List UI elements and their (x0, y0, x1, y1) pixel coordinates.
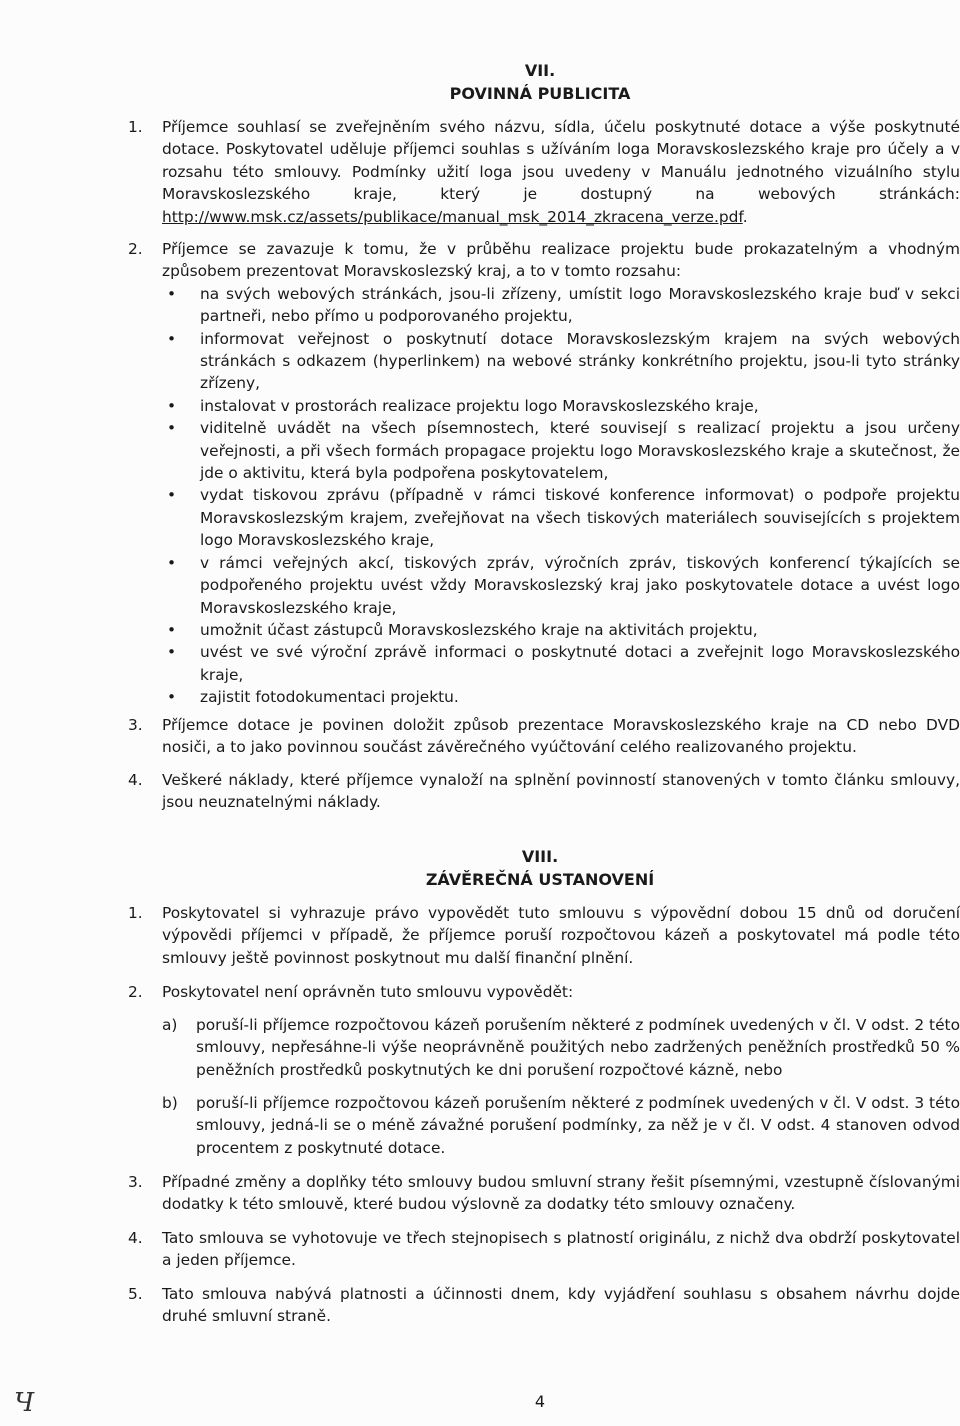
subitem-text: poruší-li příjemce rozpočtovou kázeň porušením některé z podmínek uvedených v čl. V odst. 2 této smlouvy, nepřesáhne-li výše neoprávněně použitých nebo zadržených peněžních prostředků 50 % peněžních prostředků poskytnutých ke dni porušení rozpočtové kázně, nebo (196, 1016, 960, 1079)
bullet-icon: • (167, 643, 177, 662)
bullet-icon: • (167, 620, 177, 639)
publicity-bullet-list (162, 283, 960, 709)
subitem-label: a) (162, 1016, 178, 1034)
list-item: • informovat veřejnost o poskytnutí dotace Moravskoslezským krajem na svých webových stránkách s odkazem (hyperlinkem) na webové stránky konkrétního projektu, jsou-li tyto stránky zřízeny, (167, 329, 960, 393)
section-8-subitem-a (128, 1014, 960, 1081)
link-period: . (742, 207, 748, 226)
item-text: Tato smlouva se vyhotovuje ve třech stejnopisech s platností originálu, z nichž dva obdrží poskytovatel a jeden příjemce. (162, 1229, 960, 1270)
subitem-label: b) (162, 1094, 178, 1112)
list-item: • zajistit fotodokumentaci projektu. (162, 686, 960, 708)
item-number: 3. (128, 716, 143, 734)
section-8-item-2 (128, 981, 960, 1003)
item-text: Tato smlouva nabývá platnosti a účinnosti dnem, kdy vyjádření souhlasu s obsahem návrhu dojde druhé smluvní straně. (162, 1285, 960, 1326)
item-text: Příjemce se zavazuje k tomu, že v průběhu realizace projektu bude prokazatelným a vhodným způsobem prezentovat Moravskoslezský kraj, a to v tomto rozsahu: (162, 240, 960, 281)
list-item: • vydat tiskovou zprávu (případně v rámci tiskové konference informovat) o podpoře projektu Moravskoslezským krajem, zveřejňovat na všech tiskových materiálech souvisejících s projektem logo Moravskoslezského kraje, (167, 486, 960, 550)
section-7-roman: VII. (524, 61, 556, 80)
section-7-item-1 (128, 116, 960, 228)
item-number: 4. (128, 771, 143, 789)
subitem-text: poruší-li příjemce rozpočtovou kázeň porušením některé z podmínek uvedených v čl. V odst. 3 této smlouvy, jedná-li se o méně závažné porušení podmínky, za něž je v čl. V odst. 4 stanoven odvod procentem z poskytnuté dotace. (196, 1094, 960, 1157)
item-text: Příjemce dotace je povinen doložit způsob prezentace Moravskoslezského kraje na CD nebo DVD nosiči, a to jako povinnou součást závěrečného vyúčtování celého realizovaného projektu. (162, 716, 960, 757)
section-7-title: POVINNÁ PUBLICITA (449, 84, 631, 103)
bullet-icon: • (167, 396, 177, 415)
page-number: 4 (534, 1392, 546, 1411)
bullet-icon: • (167, 284, 177, 303)
list-item: • viditelně uvádět na všech písemnostech, které souvisejí s realizací projektu a jsou určeny veřejnosti, a při všech formách propagace projektu logo Moravskoslezského kraje a skutečnost, že jde o aktivitu, která byla podpořena poskytovatelem, (167, 419, 960, 483)
item-text: Příjemce souhlasí se zveřejněním svého názvu, sídla, účelu poskytnuté dotace a výše poskytnuté dotace. Poskytovatel uděluje příjemci souhlas s užíváním loga Moravskoslezského kraje pro účely a v rozsahu této smlouvy. Podmínky užití loga jsou uvedeny v Manuálu jednotného vizuálního stylu Moravskoslezského kraje, který je dostupný na webových stránkách: (162, 118, 960, 204)
item-text: Poskytovatel si vyhrazuje právo vypovědět tuto smlouvu s výpovědní dobou 15 dnů od doručení výpovědi příjemci v případě, že příjemce poruší rozpočtovou kázeň a poskytovatel má podle této smlouvy ještě povinnost poskytnout mu další finanční plnění. (162, 904, 960, 967)
bullet-icon: • (167, 419, 177, 438)
item-text: Poskytovatel není oprávněn tuto smlouvu vypovědět: (162, 983, 574, 1001)
bullet-icon: • (167, 486, 177, 505)
list-item: • v rámci veřejných akcí, tiskových zpráv, výročních zpráv, tiskových konferencí týkajících se podpořeného projektu uvést vždy Moravskoslezský kraj jako poskytovatele dotace a uvést logo Moravskoslezského kraje, (167, 553, 960, 617)
section-8-title: ZÁVĚREČNÁ USTANOVENÍ (425, 870, 655, 889)
item-number: 2. (128, 240, 143, 258)
list-item: • umožnit účast zástupců Moravskoslezského kraje na aktivitách projektu, (162, 619, 960, 641)
item-number: 3. (128, 1173, 143, 1191)
item-number: 1. (128, 904, 143, 922)
item-number: 4. (128, 1229, 143, 1247)
section-8-roman: VIII. (521, 847, 559, 866)
section-7-item-2 (128, 238, 960, 709)
bullet-icon: • (167, 329, 177, 348)
bullet-icon: • (167, 688, 177, 707)
section-8-item-1 (128, 902, 960, 969)
list-item: • uvést ve své výroční zprávě informaci o poskytnuté dotaci a zveřejnit logo Moravskoslezského kraje, (167, 643, 960, 684)
item-number: 5. (128, 1285, 143, 1303)
section-7-item-3 (128, 714, 960, 759)
section-8-item-5 (128, 1283, 960, 1328)
bullet-icon: • (167, 553, 177, 572)
section-8-subitem-b (128, 1092, 960, 1159)
section-8-item-3 (128, 1171, 960, 1216)
list-item: • instalovat v prostorách realizace projektu logo Moravskoslezského kraje, (162, 395, 960, 417)
handwritten-margin-mark: Ч (14, 1388, 35, 1418)
item-number: 2. (128, 983, 143, 1001)
item-number: 1. (128, 118, 143, 136)
list-item: • na svých webových stránkách, jsou-li zřízeny, umístit logo Moravskoslezského kraje buď v sekci partneři, nebo přímo u podporovaného projektu, (167, 284, 960, 326)
item-text: Případné změny a doplňky této smlouvy budou smluvní strany řešit písemnými, vzestupně číslovanými dodatky k této smlouvě, které budou výslovně za dodatky této smlouvy označeny. (162, 1173, 960, 1214)
section-8-item-4 (128, 1227, 960, 1272)
section-7-item-4 (128, 769, 960, 814)
manual-link[interactable]: http://www.msk.cz/assets/publikace/manual_msk_2014_zkracena_verze.pdf (162, 207, 743, 226)
item-text: Veškeré náklady, které příjemce vynaloží na splnění povinností stanovených v tomto článku smlouvy, jsou neuznatelnými náklady. (162, 771, 960, 812)
